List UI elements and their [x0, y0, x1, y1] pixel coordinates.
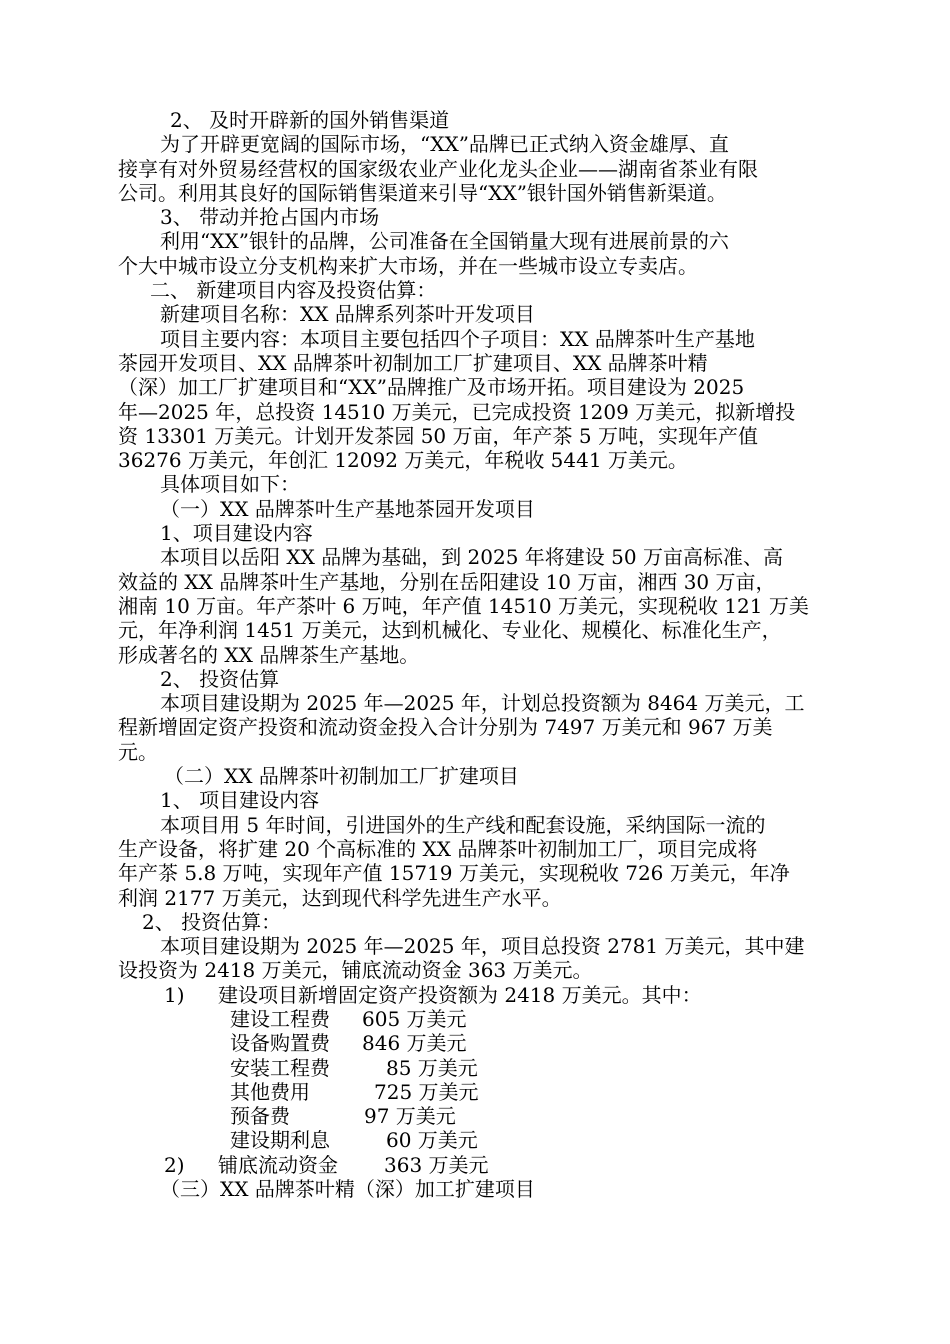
cost-name: 建设工程费: [230, 1006, 330, 1031]
cost-value: 725 万美元: [374, 1079, 479, 1104]
cost-value: 846 万美元: [362, 1031, 467, 1056]
sub-project-2-content-line: 生产设备，将扩建 20 个高标准的 XX 品牌茶叶初制加工厂，项目完成将: [118, 836, 758, 861]
sub-project-2-investment-line: 设投资为 2418 万美元，铺底流动资金 363 万美元。: [118, 958, 593, 983]
sub-project-1-title: （一）XX 品牌茶叶生产基地茶园开发项目: [160, 496, 535, 521]
cost-row: [118, 1007, 834, 1031]
sub-project-3-title: （三）XX 品牌茶叶精（深）加工扩建项目: [160, 1177, 535, 1202]
sub-project-1-content-line: 形成著名的 XX 品牌茶生产基地。: [118, 642, 420, 667]
project-content-line: 年—2025 年，总投资 14510 万美元，已完成投资 1209 万美元，拟新增投: [118, 399, 796, 424]
list-item-1: [118, 983, 834, 1007]
sub-project-1-investment-line: 本项目建设期为 2025 年—2025 年，计划总投资额为 8464 万美元，工: [160, 691, 805, 716]
project-content-line: 36276 万美元，年创汇 12092 万美元，年税收 5441 万美元。: [118, 448, 688, 473]
list-item-2: [118, 1153, 834, 1177]
list-item-number: 1): [164, 982, 185, 1007]
list-item-amount: 363 万美元: [384, 1152, 489, 1177]
para-intl-line: 接享有对外贸易经营权的国家级农业产业化龙头企业——湖南省茶业有限: [118, 156, 758, 181]
cost-row: [118, 1080, 834, 1104]
heading-intl-channels: 2、 及时开辟新的国外销售渠道: [170, 108, 450, 132]
project-content-line: （深）加工厂扩建项目和“XX”品牌推广及市场开拓。项目建设为 2025: [118, 375, 745, 400]
sub-project-2-content-line: 利润 2177 万美元，达到现代科学先进生产水平。: [118, 885, 562, 910]
sub-project-2-content-line: 年产茶 5.8 万吨，实现年产值 15719 万美元，实现税收 726 万美元，年净: [118, 861, 790, 886]
project-name: 新建项目名称：XX 品牌系列茶叶开发项目: [160, 302, 535, 327]
para-intl-line: 为了开辟更宽阔的国际市场，“XX”品牌已正式纳入资金雄厚、直: [160, 132, 729, 157]
sub-project-1-investment-line: 元。: [118, 739, 158, 764]
list-item-number: 2): [164, 1152, 185, 1177]
cost-row: [118, 1031, 834, 1055]
sub-project-2-title: （二）XX 品牌茶叶初制加工厂扩建项目: [164, 764, 519, 789]
sub-project-1-heading-investment: 2、 投资估算: [160, 666, 280, 691]
project-content-line: 项目主要内容：本项目主要包括四个子项目：XX 品牌茶叶生产基地: [160, 326, 755, 351]
sub-project-1-content-line: 湘南 10 万亩。年产茶叶 6 万吨，年产值 14510 万美元，实现税收 121 万美: [118, 593, 809, 618]
cost-value: 97 万美元: [364, 1104, 456, 1129]
document-page: [118, 108, 834, 1201]
cost-name: 安装工程费: [230, 1055, 330, 1080]
project-content-line: 资 13301 万美元。计划开发茶园 50 万亩，年产茶 5 万吨，实现年产值: [118, 423, 758, 448]
sub-project-1-investment-line: 程新增固定资产投资和流动资金投入合计分别为 7497 万美元和 967 万美: [118, 715, 773, 740]
heading-domestic-market: 3、 带动并抢占国内市场: [160, 205, 380, 230]
para-domestic-line: 个大中城市设立分支机构来扩大市场，并在一些城市设立专卖店。: [118, 253, 698, 278]
sub-project-1-content-line: 本项目以岳阳 XX 品牌为基础，到 2025 年将建设 50 万亩高标准、高: [160, 545, 783, 570]
section-2-title: 二、 新建项目内容及投资估算：: [150, 278, 437, 303]
sub-project-2-content-line: 本项目用 5 年时间，引进国外的生产线和配套设施，采纳国际一流的: [160, 812, 766, 837]
project-content-line: 茶园开发项目、XX 品牌茶叶初制加工厂扩建项目、XX 品牌茶叶精: [118, 350, 708, 375]
cost-name: 建设期利息: [230, 1128, 330, 1153]
cost-name: 其他费用: [230, 1079, 310, 1104]
list-item-text: 铺底流动资金: [218, 1152, 338, 1177]
cost-value: 605 万美元: [362, 1006, 467, 1031]
cost-name: 预备费: [230, 1104, 290, 1129]
para-domestic-line: 利用“XX”银针的品牌，公司准备在全国销量大现有进展前景的六: [160, 229, 729, 254]
cost-row: [118, 1104, 834, 1128]
sub-project-1-content-line: 元，年净利润 1451 万美元，达到机械化、专业化、规模化、标准化生产，: [118, 618, 782, 643]
cost-row: [118, 1056, 834, 1080]
cost-value: 60 万美元: [386, 1128, 478, 1153]
cost-row: [118, 1128, 834, 1152]
sub-project-2-investment-line: 本项目建设期为 2025 年—2025 年，项目总投资 2781 万美元，其中建: [160, 934, 805, 959]
sub-project-2-heading-content: 1、 项目建设内容: [160, 788, 320, 813]
para-intl-line: 公司。利用其良好的国际销售渠道来引导“XX”银针国外销售新渠道。: [118, 180, 727, 205]
detail-intro: 具体项目如下：: [160, 472, 300, 497]
sub-project-2-heading-investment: 2、 投资估算：: [142, 909, 282, 934]
cost-name: 设备购置费: [230, 1031, 330, 1056]
sub-project-1-heading-content: 1、项目建设内容: [160, 521, 313, 546]
cost-value: 85 万美元: [386, 1055, 478, 1080]
list-item-text: 建设项目新增固定资产投资额为 2418 万美元。其中：: [218, 982, 702, 1007]
sub-project-1-content-line: 效益的 XX 品牌茶叶生产基地，分别在岳阳建设 10 万亩，湘西 30 万亩，: [118, 569, 776, 594]
